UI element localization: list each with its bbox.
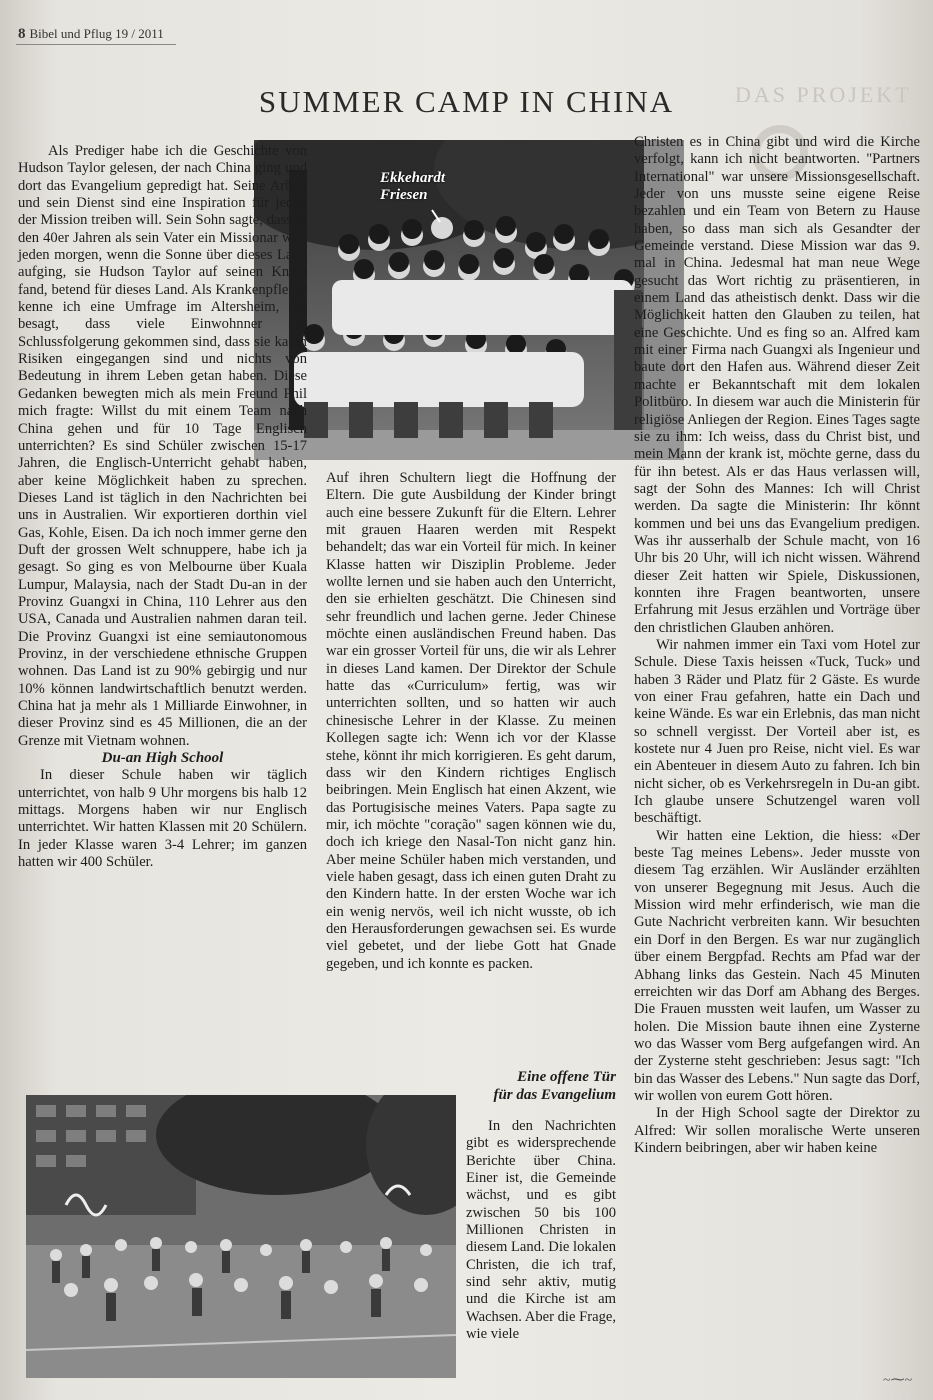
col3-paragraph-1: Christen es in China gibt und wird die Kirche verfolgt, kann ich nicht beantworten. "Partners International" war unsere Missionsgesellschaft. Jeder von uns musste seine eigene Reise bezahlen und ein Team von Betern zu Hause haben, so dass man sich als Gesandter der Gemeinde verstand. Diese Mission war das 9. mal in China. Jedesmal hat man neue Wege gesucht das Wort richtig zu präsentieren, in einem Land das atheistisch denkt. Dass wir die Möglichkeit hatten den Glauben zu teilen, hat eine Geschichte. Und es fing so an. Alfred kam mit einer Firma nach Guangxi als Ingenieur und baute dort den Hafen aus. Während dieser Zeit machte er Bekanntschaft mit dem lokalen Politbüro. In diesem war auch die Ministerin für religiöse Anliegen der Region. Eines Tages sagte sie zu ihm: Ich weiss, dass du Christ bist, und mein Mann der krank ist, möchte gerne, dass du für ihn betest. Als er das Haus verlassen will, sagt der Sohn des Mannes: Ich will Christ werden. Da sagte die Ministerin: Ihr könnt kommen und bei uns das Evangelium predigen. Was ihr ausserhalb der Schule macht, von 16 Uhr bis 20 Uhr, will ich nicht wissen. Während dieser Zeit hatten wir Spiele, Diskussionen, konnten ihre Fragen beantworten, unsere Erfahrung mit Jesus erzählen und Vorträge über den christlichen Glauben anhören. [634,134,920,636]
schoolyard-photo-image [26,1095,456,1378]
publication-name: Bibel und Pflug 19 / 2011 [29,26,164,41]
schoolyard-photo [26,1095,456,1378]
col2-subheading-line1: Eine offene Tür [517,1069,616,1085]
col2-paragraph-2-wrap [466,1118,616,1343]
continuation-ornament: ~⁓~ [883,1373,913,1388]
group-photo-image [254,140,684,460]
column-3 [634,134,920,1157]
col2-subheading [466,1068,616,1104]
col1-paragraph-2: In dieser Schule haben wir täglich unterrichtet, von halb 9 Uhr morgens bis halb 12 mittags. Morgens haben wir nur Englisch unterrichtet. Wir hatten Klassen mit 20 Schülern. In jeder Klasse waren 3-4 Lehrer; im ganzen hatten wir 400 Schüler. [18,767,307,871]
col1-paragraph-1: Als Prediger habe ich die Geschichte von Hudson Taylor gelesen, der nach China ging und dort das Evangelium gepredigt hat. Seine Arbeit und sein Dienst sind eine Inspiration für jeden der Mission treiben will. Sein Sohn sagte, dass in den 40er Jahren als sein Vater ein Missionar war, jeden morgen, wenn die Sonne über dieses Land aufging, sie Hudson Taylor auf seinen Knien fand, betend für dieses Land. Als Krankenpfleger kenne ich eine Umfrage im Altersheim, die besagt, dass viele Einwohnner zur Schlussfolgerung gekommen sind, dass sie kaum Risiken eingegangen sind und nichts von Bedeutung in ihrem Leben getan haben. Diese Gedanken bewegten mich als mein Freund Phil mich fragte: Willst du mit einem Team nach China gehen und für 10 Tage Englisch unterrichten? Es sind Schüler zwischen 15-17 Jahren, die Englisch-Unterricht gehabt haben, aber keine Möglichkeit haben zu sprechen. Dieses Land ist täglich in den Nachrichten bei uns in Australien. Wir exportieren dorthin viel Gas, Kohle, Eisen. Da ich noch immer gerne den Duft der grossen Welt schnuppere, habe ich ja gesagt. So ging es von Melbourne über Kuala Lumpur, Malaysia, nach der Stadt Du-an in der Provinz Guangxi in China, 110 Lehrer aus den USA, Canada und Australien nahmen daran teil. Die Provinz Guangxi ist eine semiautonomous Provinz, in der verschiedene ethnische Gruppen wohnen. Das Land ist zu 90% gebirgig und nur 10% können landwirtschaftlich benutzt werden. China hat ja mehr als 1 Milliarde Einwohner, in dieser Provinz sind es 45 Millionen, die an der Grenze mit Vietnam wohnen. [18,143,307,749]
photo-caption-name: Ekkehardt Friesen [380,170,446,203]
col3-paragraph-2: Wir nahmen immer ein Taxi vom Hotel zur Schule. Diese Taxis heissen «Tuck, Tuck» und haben 3 Räder und Platz für 2 Gäste. Es wurde von einer Frau gefahren, hatte ein Dach und keine Wände. Es war ein Erlebnis, das man nicht so schnell vergisst. Der Vorteil aber ist, es kostete nur 4 Juen pro Reise, nicht viel. Es war ein Abenteuer in diesem Auto zu fahren. Ich bin nicht sicher, ob es Verkehrsregeln in Du-an gibt. Ich glaube unsere Schutzengel waren voll beschäftigt. [634,636,920,827]
col3-paragraph-3: Wir hatten eine Lektion, die hiess: «Der beste Tag meines Lebens». Jeder musste von diesem Tag erzählen. Wir Ausländer erzählten von unserer Begegnung mit Jesus. Auch die Mission wird mehr erfinderisch, wie man die Gute Nachricht verbreiten kann. Wir besuchten ein Dorf in den Bergen. Es war nur zugänglich über einem Bergpfad. Rechts am Pfad war der Abhang links das Gestein. Nach 45 Minuten erreichten wir das Dorf am Abhang des Berges. Die Frauen mussten weit laufen, um Wasser zu holen. Die Mission baute ihnen eine Zysterne wo das Wasser vom Berg aufgefangen wird. An der Zysterne steht geschrieben: Jesus sagt: "Ich bin das Wasser des Lebens." Nun sagte das Dorf, wir wollen von eurem Gott hören. [634,827,920,1104]
column-1 [18,143,307,871]
col2-subheading-line2: für das Evangelium [493,1087,616,1103]
column-2 [326,470,616,973]
page-header [18,26,164,43]
column-2-lower [466,1068,616,1343]
show-through-text: DAS PROJEKT [735,82,912,107]
page-number: 8 [18,26,26,42]
header-rule [16,44,176,45]
article-title: SUMMER CAMP IN CHINA [258,84,675,119]
col3-paragraph-4: In der High School sagte der Direktor zu Alfred: Wir sollen moralische Werte unseren Kindern beibringen, aber wir haben keine [634,1105,920,1156]
col2-paragraph-1: Auf ihren Schultern liegt die Hoffnung der Eltern. Die gute Ausbildung der Kinder bringt auch eine bessere Zukunft für die Eltern. Lehrer mit grauen Haaren werden mit Respekt behandelt; das war ein Vorteil für mich. In keiner Klasse hatten wir Disziplin Probleme. Jeder wollte lernen und sie haben auch den Unterricht, den sie erhielten geschätzt. Die Chinesen sind sehr freundlich und lachen gerne. Jeder Chinese möchte einen ausländischen Freund haben. Das war ein grosser Vorteil für uns, die wir als Lehrer in dieses Land kamen. Der Direktor der Schule hatte das «Curriculum» fertig, was wir unterrichten sollten, und so hatten wir auch chinesische Lehrer in der Klasse. Zu meinen Kollegen sagte ich: Wenn ich vor der Klasse stehe, könnt ihr mich korrigieren. Es geht darum, dass wir den Kindern richtiges Englisch beibringen. Mein Englisch hat einen Akzent, wie das Portugisische meines Vaters. Papa sagte zu mir, ich möchte "coração" sagen können wie du, doch ich kriege den Nasal-Ton nicht ganz hin. Aber meine Schüler haben mich verstanden, und viele haben gesagt, dass ich einen guten Draht zu den Kindern hatte. In der ersten Woche war ich ein wenig nervös, weil ich nicht wusste, ob ich den Herausforderungen gewachsen sei. Es wurde viel gebetet, und der liebe Gott hat Gnade gegeben, und ich konnte es packen. [326,470,616,972]
col1-subheading: Du-an High School [101,750,224,767]
col2-paragraph-2: In den Nachrichten gibt es widersprechende Berichte über China. Einer ist, die Gemeinde wächst, und es gibt zwischen 50 bis 100 Millionen Christen in diesem Land. Die lokalen Christen, die ich traf, sind sehr aktiv, mutig und die Kirche ist am Wachsen. Aber die Frage, wie viele [466,1118,616,1343]
group-photo [254,140,684,460]
